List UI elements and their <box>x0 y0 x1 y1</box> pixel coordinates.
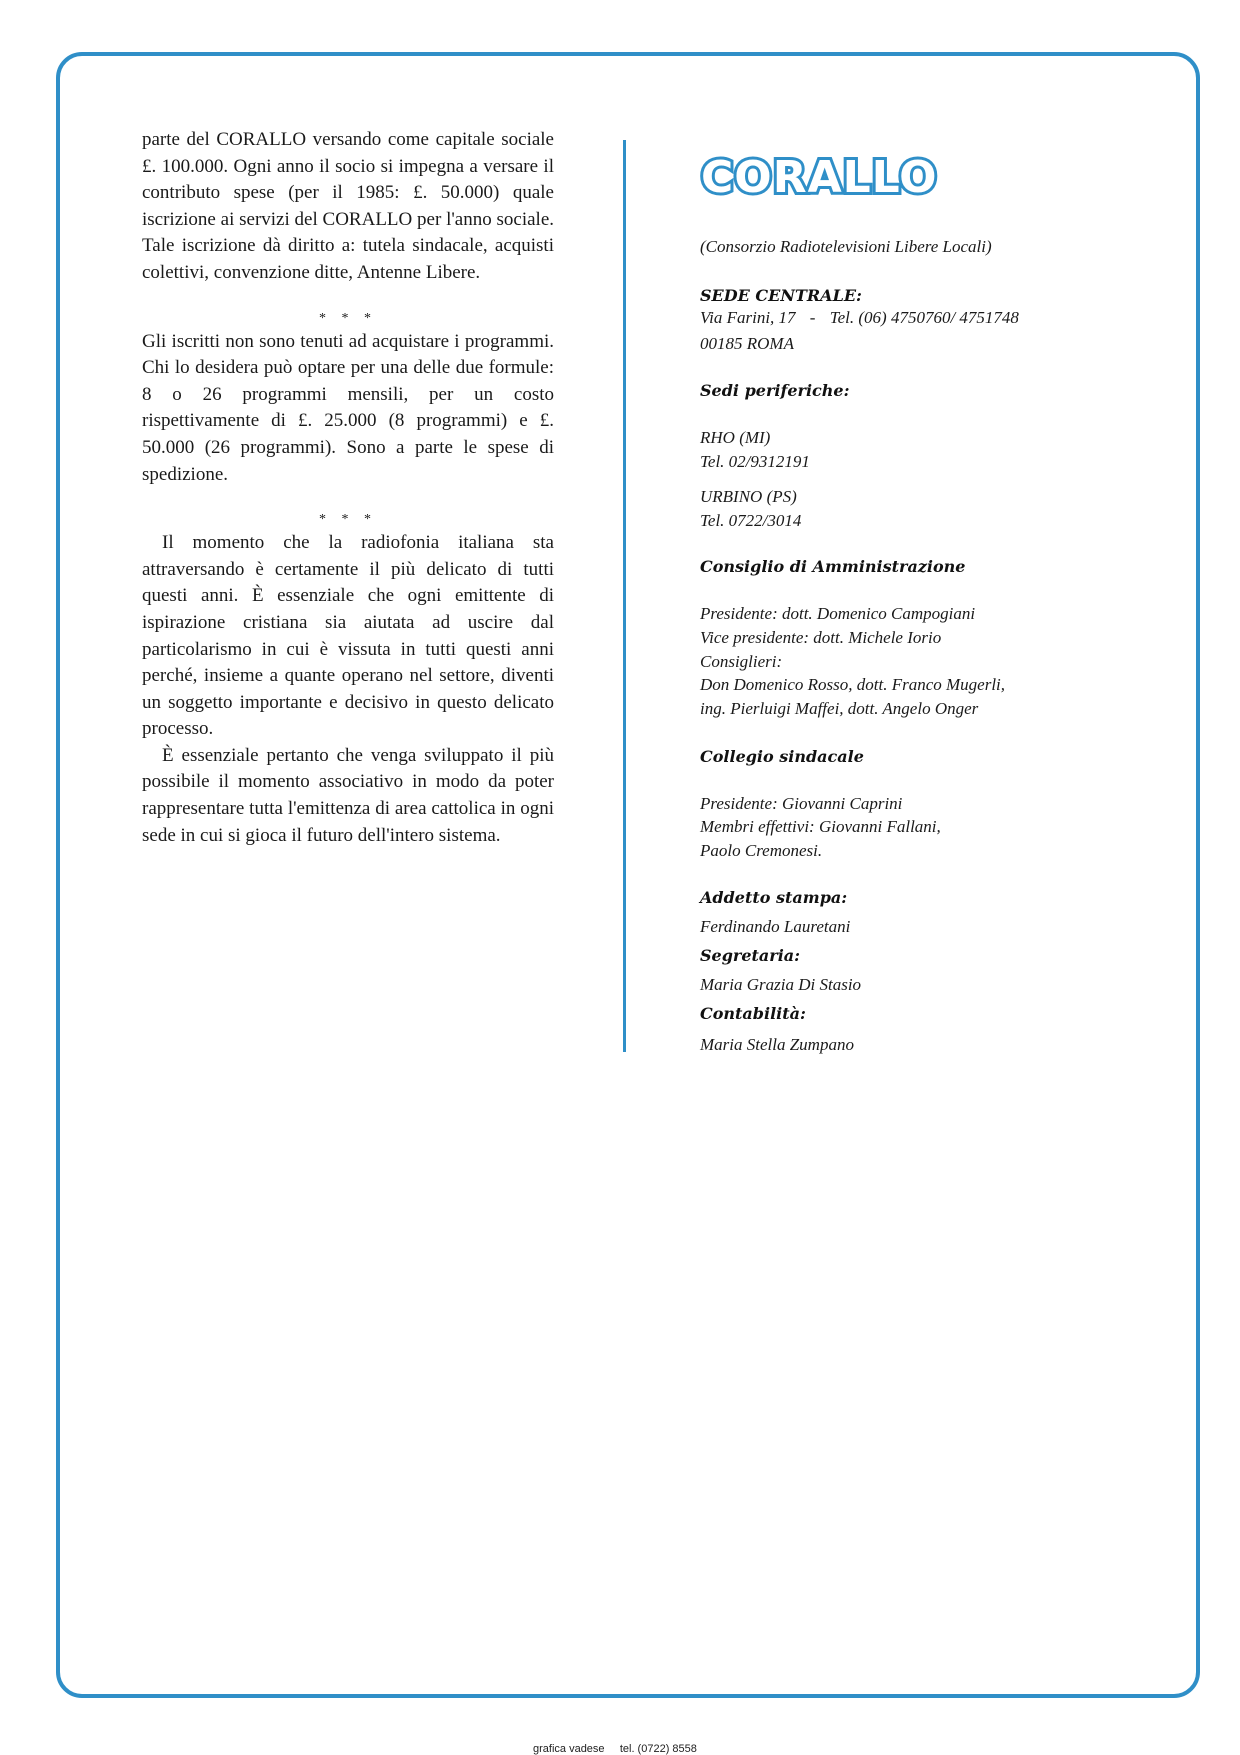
paragraph-momento: Il momento che la radiofonia italiana sta attraversando è certamente il più delicato di tutti questi anni. È essenziale che ogni emittente di ispirazione cristiana sia aiutata ad uscire dal particolarismo in cui è vissuta in tutti questi anni perché, insieme a quante operano nel settore, diventi un soggetto importante e decisivo in questo delicato processo. <box>142 532 554 740</box>
footer-phone: tel. (0722) 8558 <box>619 1743 697 1755</box>
paragraph-membership: parte del CORALLO versando come capitale sociale £. 100.000. Ogni anno il socio si impegna a versare il contributo spese (per il 1985: £. 50.000) quale iscrizione ai servizi del CORALLO per l'anno sociale. Tale iscrizione dà diritto a: tutela sindacale, acquisti colettivi, convenzione ditte, Antenne Libere. <box>142 129 554 283</box>
collegio-heading: Collegio sindacale <box>700 747 864 766</box>
consiglieri-names-1: Don Domenico Rosso, dott. Franco Mugerli, <box>700 675 1006 694</box>
logo-text: CORALLO <box>701 152 938 202</box>
sede-address: Via Farini, 17 <box>700 308 796 327</box>
sede-centrale-heading: SEDE CENTRALE: <box>700 286 862 305</box>
addetto-stampa-heading: Addetto stampa: <box>700 888 848 907</box>
paragraph-programmi: Gli iscritti non sono tenuti ad acquistare i programmi. Chi lo desidera può optare per una delle due formule: 8 o 26 programmi mensili, per un costo rispettivamente di £. 25.000 (8 programmi) e £. 50.000 (26 programmi). Sono a parte le spese di spedizione. <box>142 330 554 485</box>
collegio-membri-2: Paolo Cremonesi. <box>700 841 823 860</box>
consiglieri-label: Consiglieri: <box>700 652 783 671</box>
footer-credit <box>533 1743 697 1755</box>
corallo-logo <box>697 146 961 202</box>
sede-dash: - <box>809 308 816 327</box>
contabilita-heading: Contabilità: <box>700 1004 806 1023</box>
consorzio-subtitle: (Consorzio Radiotelevisioni Libere Locali) <box>700 237 992 256</box>
column-divider <box>623 140 626 1052</box>
sedi-periferiche-heading: Sedi periferiche: <box>700 381 850 400</box>
paragraph-sviluppo: È essenziale pertanto che venga sviluppato il più possibile il momento associativo in modo da poter rappresentare tutta l'emittenza di area cattolica in ogni sede in cui si gioca il futuro dell'intero sistema. <box>142 744 554 846</box>
collegio-presidente: Presidente: Giovanni Caprini <box>700 794 903 813</box>
rho-phone: Tel. 02/9312191 <box>700 452 810 471</box>
urbino-city: URBINO (PS) <box>700 487 797 506</box>
addetto-stampa-name: Ferdinando Lauretani <box>700 917 851 936</box>
segretaria-name: Maria Grazia Di Stasio <box>700 975 862 994</box>
footer-printer: grafica vadese <box>533 1743 605 1755</box>
consiglio-vice: Vice presidente: dott. Michele Iorio <box>700 628 942 647</box>
separator-stars: * * * <box>319 512 377 528</box>
urbino-phone: Tel. 0722/3014 <box>700 511 802 530</box>
sede-city: 00185 ROMA <box>700 334 794 353</box>
consiglieri-names-2: ing. Pierluigi Maffei, dott. Angelo Onger <box>700 699 979 718</box>
collegio-membri-1: Membri effettivi: Giovanni Fallani, <box>700 817 941 836</box>
sede-centrale-address-line <box>700 308 1019 328</box>
left-column <box>142 127 554 849</box>
segretaria-heading: Segretaria: <box>700 946 801 965</box>
sede-phone: Tel. (06) 4750760/ 4751748 <box>829 308 1019 327</box>
rho-city: RHO (MI) <box>700 428 771 447</box>
separator-stars: * * * <box>319 310 377 326</box>
consiglio-presidente: Presidente: dott. Domenico Campogiani <box>700 604 976 623</box>
corallo-logo-graphic <box>697 146 961 202</box>
contabilita-name: Maria Stella Zumpano <box>700 1035 854 1054</box>
consiglio-heading: Consiglio di Amministrazione <box>700 557 966 576</box>
